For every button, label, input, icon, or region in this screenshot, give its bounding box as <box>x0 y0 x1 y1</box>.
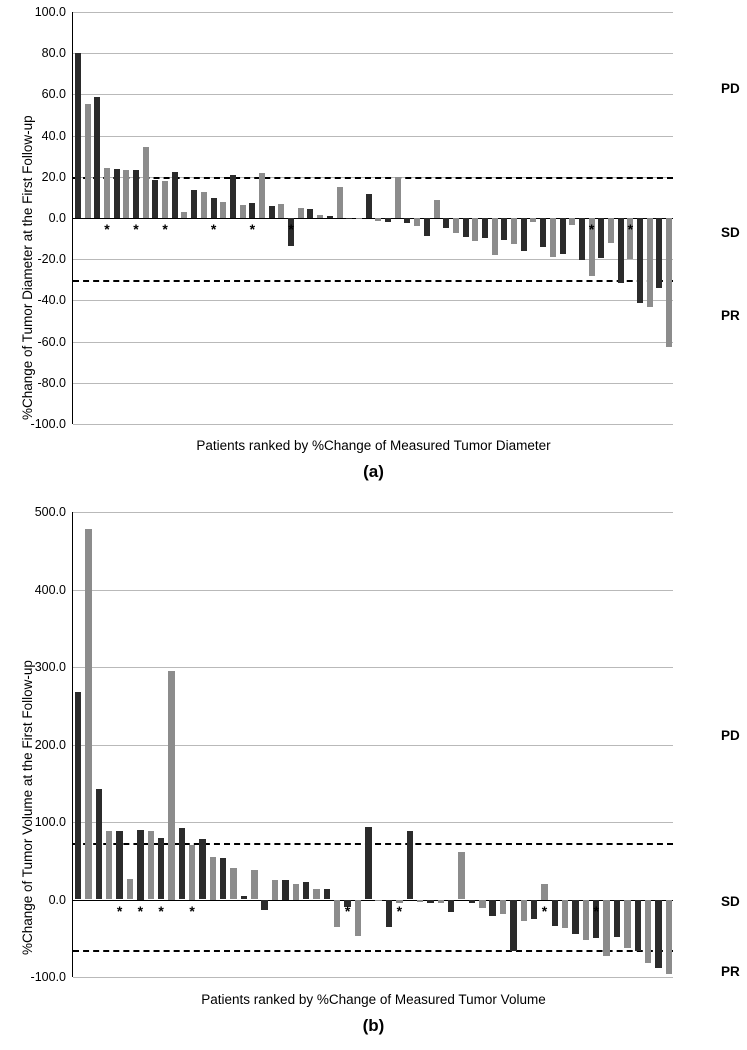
bar <box>603 900 609 957</box>
bar <box>458 852 464 899</box>
bar <box>179 828 185 899</box>
bar-star-marker: * <box>588 221 595 237</box>
y-axis-label-b: %Change of Tumor Volume at the First Follow-up <box>20 660 35 955</box>
bar <box>434 200 440 218</box>
response-zone-label: PR <box>721 964 740 980</box>
bar <box>583 900 589 940</box>
bar <box>618 218 624 283</box>
bar <box>334 900 340 928</box>
bar-star-marker: * <box>116 902 123 919</box>
bar <box>211 198 217 218</box>
bar <box>438 900 444 903</box>
bar-star-marker: * <box>396 902 403 919</box>
bar <box>181 212 187 218</box>
bar <box>116 831 122 899</box>
y-axis-tick-label: 20.0 <box>41 169 66 184</box>
y-axis-tick-label: -100.0 <box>30 970 66 984</box>
bar <box>647 218 653 307</box>
plot-area-a <box>72 12 673 424</box>
bar <box>569 218 575 225</box>
bar <box>366 194 372 218</box>
bar <box>152 180 158 218</box>
bar <box>162 181 168 218</box>
y-axis-tick-label: 0.0 <box>48 892 66 907</box>
bar <box>472 218 478 241</box>
y-axis-tick-label: 100.0 <box>34 5 66 19</box>
bar <box>666 900 672 974</box>
bar <box>307 209 313 218</box>
bar <box>463 218 469 237</box>
bar <box>386 900 392 927</box>
bar <box>560 218 566 254</box>
bar <box>385 218 391 222</box>
bar <box>106 831 112 899</box>
panel-letter-b: (b) <box>362 1016 385 1035</box>
bar <box>407 831 413 899</box>
bar <box>317 215 323 218</box>
bar-star-marker: * <box>104 221 110 237</box>
response-zone-label: PD <box>721 727 740 743</box>
bar <box>448 900 454 912</box>
bar <box>608 218 614 243</box>
bar-star-marker: * <box>133 221 139 237</box>
bar <box>579 218 585 260</box>
bar <box>240 205 246 218</box>
y-axis-tick-label: 80.0 <box>41 46 66 61</box>
bar <box>656 218 662 288</box>
bar <box>114 169 120 218</box>
bar <box>550 218 556 257</box>
bar <box>96 789 102 900</box>
bar <box>395 177 401 218</box>
bar <box>443 218 449 228</box>
bar <box>355 900 361 936</box>
y-axis-label-a: %Change of Tumor Diameter at the First Follow-up <box>20 115 35 420</box>
y-axis-tick-label: -60.0 <box>37 334 66 349</box>
bar <box>127 879 133 900</box>
bar <box>541 884 547 900</box>
bar <box>158 838 164 899</box>
bar-star-marker: * <box>210 221 217 237</box>
bar <box>85 529 91 899</box>
bar-star-marker: * <box>158 902 164 919</box>
bar <box>172 172 178 218</box>
bar <box>201 192 207 218</box>
bar <box>75 53 81 218</box>
bar-star-marker: * <box>137 902 144 919</box>
bar <box>365 827 371 900</box>
bar <box>645 900 651 964</box>
y-axis-tick-label: 300.0 <box>34 660 66 674</box>
bar <box>562 900 568 929</box>
bar <box>666 218 672 347</box>
bar <box>75 692 81 900</box>
bar <box>282 880 288 899</box>
bar <box>191 190 197 218</box>
bar <box>137 830 143 900</box>
bar <box>303 882 309 900</box>
bar <box>94 97 100 218</box>
bar <box>511 218 517 244</box>
y-axis-tick-label: 60.0 <box>41 87 66 102</box>
bar <box>324 889 330 899</box>
bar <box>637 218 643 303</box>
x-axis-label-a: Patients ranked by %Change of Measured Tumor Diameter <box>196 438 551 453</box>
bar <box>199 839 205 899</box>
bar <box>427 900 433 904</box>
bar <box>148 831 154 900</box>
y-axis-tick-label: 100.0 <box>34 815 66 829</box>
y-axis-tick-label: 40.0 <box>41 128 66 143</box>
bar <box>521 218 527 251</box>
bar <box>293 884 299 900</box>
bar <box>251 870 257 899</box>
bar <box>501 218 507 240</box>
bar <box>249 203 255 218</box>
bar <box>479 900 485 909</box>
bar <box>635 900 641 951</box>
bar <box>298 208 304 218</box>
bar <box>220 202 226 218</box>
bar <box>540 218 546 247</box>
plot-area-b <box>72 512 673 977</box>
gridline <box>73 977 673 978</box>
bar-star-marker: * <box>627 221 634 237</box>
bar <box>269 206 275 218</box>
y-axis-tick-label: -20.0 <box>37 252 66 267</box>
bar <box>424 218 430 236</box>
bar <box>531 900 537 919</box>
response-zone-label: PD <box>721 81 740 97</box>
response-zone-label: SD <box>721 225 740 241</box>
chart-panel-b <box>0 500 747 1050</box>
bar-series-b <box>73 512 673 977</box>
bar <box>655 900 661 968</box>
bar <box>492 218 498 255</box>
bar <box>85 104 91 218</box>
bar <box>489 900 495 916</box>
bar <box>133 170 139 218</box>
y-axis-tick-label: -100.0 <box>30 417 66 431</box>
bar <box>143 147 149 218</box>
bar <box>598 218 604 258</box>
bar-star-marker: * <box>162 221 168 237</box>
bar <box>572 900 578 935</box>
y-axis-tick-label: -80.0 <box>37 375 66 390</box>
y-axis-tick-label: -40.0 <box>37 293 66 308</box>
bar <box>404 218 410 223</box>
bar <box>552 900 558 926</box>
chart-panel-a <box>0 0 747 500</box>
bar <box>241 896 247 899</box>
bar <box>230 175 236 218</box>
bar <box>123 170 129 218</box>
bar <box>375 218 381 221</box>
bar <box>168 671 174 900</box>
y-axis-tick-label: 200.0 <box>34 737 66 752</box>
gridline <box>73 424 673 425</box>
bar-series-a <box>73 12 673 424</box>
bar-star-marker: * <box>541 902 548 919</box>
bar <box>469 900 475 904</box>
bar <box>500 900 506 915</box>
y-axis-tick-label: 400.0 <box>34 582 66 597</box>
bar <box>313 889 319 900</box>
bar <box>104 168 110 218</box>
response-zone-label: SD <box>721 894 740 910</box>
panel-letter-a: (a) <box>363 462 384 481</box>
bar <box>261 900 267 910</box>
bar <box>278 204 284 218</box>
bar <box>414 218 420 226</box>
bar-star-marker: * <box>344 902 351 919</box>
x-axis-label-b: Patients ranked by %Change of Measured Tumor Volume <box>201 992 546 1007</box>
bar <box>356 218 362 219</box>
bar-star-marker: * <box>593 902 600 919</box>
bar <box>259 173 265 218</box>
bar-star-marker: * <box>288 221 294 237</box>
bar <box>230 868 236 900</box>
bar <box>482 218 488 238</box>
y-axis-tick-label: 0.0 <box>48 211 66 225</box>
bar <box>272 880 278 899</box>
bar-star-marker: * <box>249 221 256 237</box>
y-axis-tick-label: 500.0 <box>34 505 66 519</box>
bar <box>510 900 516 952</box>
bar <box>375 900 381 902</box>
bar-star-marker: * <box>189 902 195 919</box>
bar <box>337 187 343 218</box>
bar <box>327 216 333 218</box>
bar <box>417 900 423 902</box>
bar <box>624 900 630 948</box>
bar <box>521 900 527 922</box>
bar <box>614 900 620 938</box>
bar <box>346 218 352 219</box>
bar <box>530 218 536 222</box>
bar <box>189 845 195 899</box>
bar <box>453 218 459 233</box>
bar <box>210 857 216 900</box>
bar <box>220 858 226 899</box>
response-zone-label: PR <box>721 307 740 323</box>
